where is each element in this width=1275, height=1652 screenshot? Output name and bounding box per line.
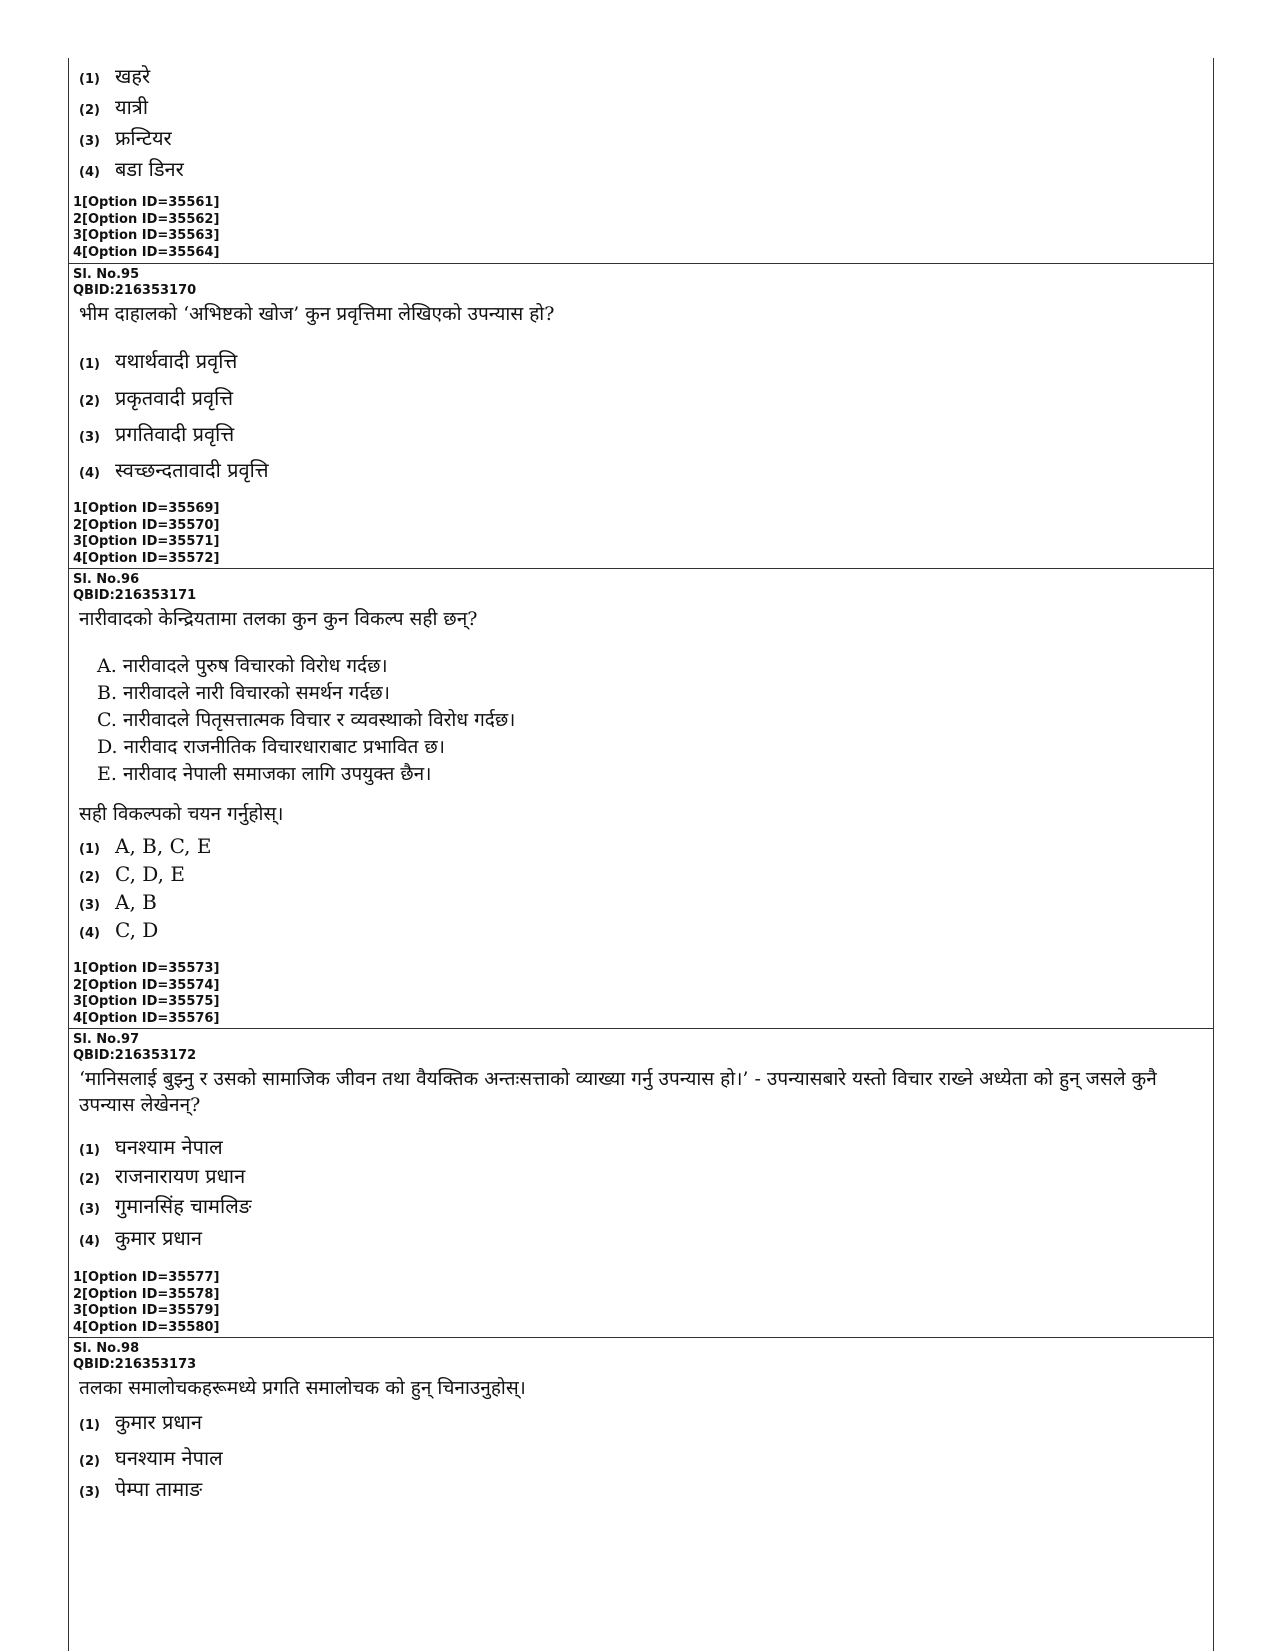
option-id: 4[Option ID=35572] — [73, 550, 220, 566]
option-1 — [79, 62, 150, 89]
option-id: 4[Option ID=35580] — [73, 1319, 220, 1335]
option-text: यात्री — [115, 95, 148, 119]
question-text: नारीवादको केन्द्रियतामा तलका कुन कुन विकल्प सही छन्? — [79, 608, 478, 630]
option-number: (2) — [79, 103, 100, 118]
option-4 — [79, 155, 184, 182]
option-text: बडा डिनर — [115, 157, 184, 181]
option-number: (3) — [79, 898, 100, 913]
option-text: स्वच्छन्दतावादी प्रवृत्ति — [115, 458, 269, 482]
option-number: (2) — [79, 1172, 100, 1187]
option-1 — [79, 347, 237, 374]
option-number: (1) — [79, 1143, 100, 1158]
option-number: (4) — [79, 1234, 100, 1249]
option-text: यथार्थवादी प्रवृत्ति — [115, 349, 238, 373]
option-2 — [79, 1444, 223, 1471]
serial-number: Sl. No.96 — [73, 572, 140, 587]
option-number: (3) — [79, 1485, 100, 1500]
option-2 — [79, 1162, 245, 1189]
option-id: 2[Option ID=35574] — [73, 977, 220, 993]
question-block-96 — [69, 568, 1213, 1029]
instruction-text: सही विकल्पको चयन गर्नुहोस्। — [79, 803, 284, 825]
question-meta — [69, 264, 1213, 299]
option-2 — [79, 93, 148, 120]
serial-number: Sl. No.97 — [73, 1032, 140, 1047]
option-1 — [79, 1408, 202, 1435]
option-id: 2[Option ID=35570] — [73, 517, 220, 533]
question-text: तलका समालोचकहरूमध्ये प्रगति समालोचक को हुन् चिनाउनुहोस्। — [79, 1377, 526, 1399]
option-number: (3) — [79, 1202, 100, 1217]
question-block-95 — [69, 263, 1213, 569]
option-text: C, D — [115, 918, 159, 942]
option-number: (1) — [79, 357, 100, 372]
option-3 — [79, 1475, 202, 1502]
option-text: फ्रन्टियर — [115, 126, 172, 150]
option-1 — [79, 834, 211, 858]
option-4 — [79, 918, 158, 942]
question-text: ‘मानिसलाई बुझ्नु र उसको सामाजिक जीवन तथा वैयक्तिक अन्तःसत्ताको व्याख्या गर्नु उपन्यास हो।’ - उपन्यासबारे यस्तो विचार राख्ने अध्येता को हुन् जसले कुनै उपन्यास लेखेनन्? — [79, 1068, 1157, 1116]
option-2 — [79, 384, 233, 411]
option-3 — [79, 890, 157, 914]
statement-list — [97, 653, 515, 788]
option-text: खहरे — [115, 64, 151, 88]
option-number: (2) — [79, 1454, 100, 1469]
option-id: 1[Option ID=35573] — [73, 961, 220, 976]
option-id: 3[Option ID=35571] — [73, 534, 220, 549]
question-block-97 — [69, 1028, 1213, 1338]
question-meta — [69, 1338, 1213, 1373]
option-4 — [79, 1224, 202, 1251]
serial-number: Sl. No.95 — [73, 267, 140, 282]
option-number: (1) — [79, 72, 100, 87]
option-id: 2[Option ID=35562] — [73, 211, 220, 227]
option-number: (1) — [79, 842, 100, 857]
option-id: 3[Option ID=35575] — [73, 994, 220, 1009]
option-text: कुमार प्रधान — [115, 1226, 202, 1250]
serial-number: Sl. No.98 — [73, 1341, 140, 1356]
option-id: 4[Option ID=35576] — [73, 1010, 220, 1026]
option-id-list — [73, 501, 219, 567]
option-id: 1[Option ID=35577] — [73, 1270, 220, 1285]
question-bank-id: QBID:216353171 — [73, 588, 197, 603]
question-text: भीम दाहालको ‘अभिष्टको खोज’ कुन प्रवृत्तिमा लेखिएको उपन्यास हो? — [79, 303, 555, 325]
option-text: प्रकृतवादी प्रवृत्ति — [115, 386, 234, 410]
statement-d: D. नारीवाद राजनीतिक विचारधाराबाट प्रभावित छ। — [97, 736, 445, 758]
option-number: (4) — [79, 165, 100, 180]
option-id: 1[Option ID=35569] — [73, 501, 220, 516]
question-meta — [69, 1029, 1213, 1064]
option-text: घनश्याम नेपाल — [115, 1446, 223, 1470]
question-meta — [69, 569, 1213, 604]
option-id-list — [73, 961, 219, 1027]
option-3 — [79, 124, 172, 151]
option-id: 1[Option ID=35561] — [73, 195, 220, 210]
statement-c: C. नारीवादले पितृसत्तात्मक विचार र व्यवस्थाको विरोध गर्दछ। — [97, 709, 516, 731]
option-number: (2) — [79, 870, 100, 885]
option-2 — [79, 862, 185, 886]
option-1 — [79, 1133, 223, 1160]
option-id: 3[Option ID=35579] — [73, 1303, 220, 1318]
option-text: राजनारायण प्रधान — [115, 1164, 246, 1188]
option-number: (3) — [79, 134, 100, 149]
option-number: (2) — [79, 394, 100, 409]
question-bank-id: QBID:216353173 — [73, 1357, 197, 1372]
option-text: गुमानसिंह चामलिङ — [115, 1194, 252, 1218]
question-bank-id: QBID:216353170 — [73, 283, 197, 298]
option-4 — [79, 456, 269, 483]
option-3 — [79, 1192, 252, 1219]
option-number: (4) — [79, 926, 100, 941]
option-text: A, B, C, E — [115, 834, 212, 858]
question-block-98 — [69, 1337, 1213, 1652]
option-number: (4) — [79, 466, 100, 481]
option-3 — [79, 420, 234, 447]
option-text: कुमार प्रधान — [115, 1410, 202, 1434]
option-id-list — [73, 195, 219, 261]
statement-a: A. नारीवादले पुरुष विचारको विरोध गर्दछ। — [97, 655, 388, 677]
option-text: प्रगतिवादी प्रवृत्ति — [115, 422, 235, 446]
option-text: C, D, E — [115, 862, 185, 886]
option-text: घनश्याम नेपाल — [115, 1135, 223, 1159]
question-block-94-continued — [69, 58, 1213, 263]
option-id: 2[Option ID=35578] — [73, 1286, 220, 1302]
option-id: 3[Option ID=35563] — [73, 228, 220, 243]
statement-b: B. नारीवादले नारी विचारको समर्थन गर्दछ। — [97, 682, 390, 704]
question-bank-id: QBID:216353172 — [73, 1048, 197, 1063]
statement-e: E. नारीवाद नेपाली समाजका लागि उपयुक्त छैन। — [97, 763, 432, 785]
question-paper-frame — [68, 58, 1214, 1651]
option-text: A, B — [115, 890, 157, 914]
option-text: पेम्पा तामाङ — [115, 1477, 203, 1501]
option-number: (3) — [79, 430, 100, 445]
option-id: 4[Option ID=35564] — [73, 244, 220, 260]
option-number: (1) — [79, 1418, 100, 1433]
option-id-list — [73, 1270, 219, 1336]
